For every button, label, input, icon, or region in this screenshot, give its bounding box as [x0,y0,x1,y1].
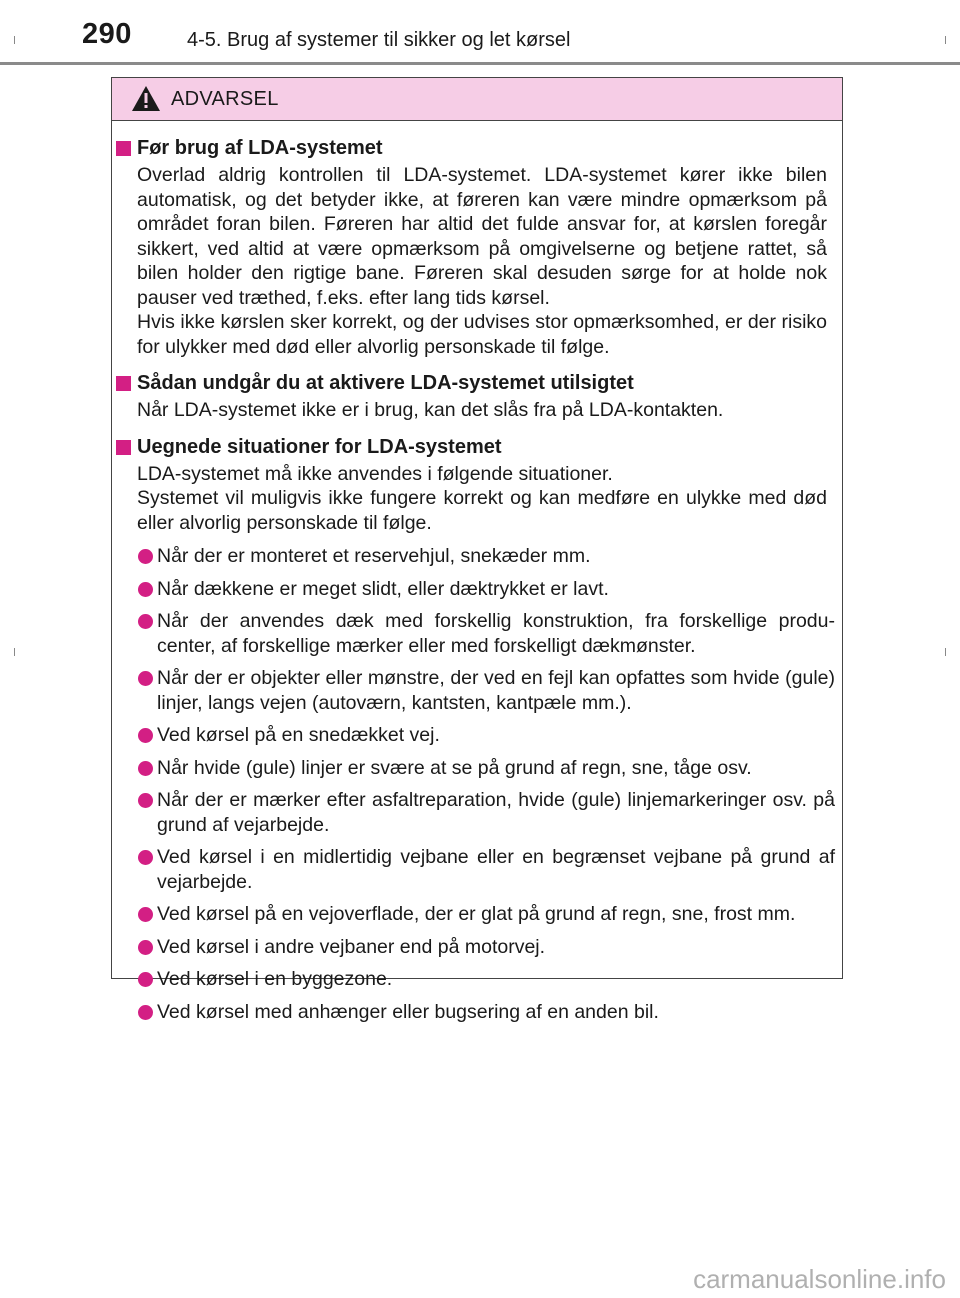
crop-mark [14,36,15,44]
list-item-text: Når der er mærker efter asfaltreparation, hvide (gule) linjemarkeringer osv. på grund af vejarbejde. [157,789,835,836]
square-bullet-icon [116,141,131,156]
list-item [112,845,841,894]
paragraph: LDA-systemet må ikke anvendes i følgende situationer. [137,462,613,485]
section-body [112,398,841,423]
warning-triangle-icon [131,85,161,112]
square-bullet-icon [116,376,131,391]
list-item-text: Når der er monteret et reservehjul, snekæder mm. [157,545,591,567]
circle-bullet-icon [138,582,153,597]
page-number: 290 [82,18,132,50]
section-heading-text: Uegnede situationer for LDA-systemet [137,435,502,458]
list-item [112,967,841,992]
warning-section [112,134,841,359]
list-item-text: Når der anvendes dæk med forskellig konstruktion, fra forskellige produ-center, af forskellige mærker eller med forskelligt dækmønster. [157,610,835,657]
warning-box [111,77,843,1023]
circle-bullet-icon [138,1005,153,1020]
list-item [112,788,841,837]
list-item [112,902,841,927]
circle-bullet-icon [138,549,153,564]
paragraph: Hvis ikke kørslen sker korrekt, og der udvises stor opmærksomhed, er der risiko for ulykker med død eller alvorlig personskade til følge. [137,311,827,358]
paragraph: Systemet vil muligvis ikke fungere korrekt og kan medføre en ulykke med død eller alvorlig personskade til følge. [137,487,827,534]
list-item-text: Når dækkene er meget slidt, eller dæktrykket er lavt. [157,577,609,600]
list-item-text: Når der er objekter eller mønstre, der ved en fejl kan opfattes som hvide (gule) linjer, langs vejen (autoværn, kantsten, kantpæle mm.). [157,667,835,714]
paragraph: Når LDA-systemet ikke er i brug, kan det slås fra på LDA-kontakten. [137,399,724,421]
circle-bullet-icon [138,907,153,922]
crop-mark [945,36,946,44]
header-rule [0,62,960,65]
section-heading [112,134,841,163]
square-bullet-icon [116,440,131,455]
section-body [112,462,841,536]
list-item-text: Ved kørsel på en snedækket vej. [157,724,440,746]
list-item-text: Når hvide (gule) linjer er svære at se på grund af regn, sne, tåge osv. [157,756,752,779]
list-item [112,723,841,748]
list-item [112,935,841,960]
section-heading-text: Før brug af LDA-systemet [137,137,383,159]
paragraph: Overlad aldrig kontrollen til LDA-systemet. LDA-systemet kører ikke bilen automatisk, og det betyder ikke, at føreren kan være mindre opmærksom på området foran bilen. Føreren har altid det fulde ansvar for, at kørslen foregår sikkert, ved altid at være opmærksom på omgivelserne og betjene rattet, så bilen holder den rigtige bane. Føreren skal desuden sørge for at holde nok pauser ved træthed, f.eks. efter lang tids kørsel. [137,164,827,309]
circle-bullet-icon [138,793,153,808]
list-item [112,1000,841,1025]
list-item-text: Ved kørsel i en byggezone. [157,968,393,990]
list-item [112,577,841,602]
section-heading [112,433,841,462]
section-heading-text: Sådan undgår du at aktivere LDA-systemet utilsigtet [137,372,634,394]
section-title: 4-5. Brug af systemer til sikker og let kørsel [187,29,571,51]
circle-bullet-icon [138,972,153,987]
warning-label: ADVARSEL [171,88,279,110]
list-item [112,756,841,781]
warning-section [112,433,841,1025]
crop-mark [945,648,946,656]
section-heading [112,369,841,398]
list-item-text: Ved kørsel med anhænger eller bugsering af en anden bil. [157,1000,659,1023]
list-item [112,609,841,658]
circle-bullet-icon [138,728,153,743]
list-item [112,666,841,715]
watermark: carmanualsonline.info [693,1264,946,1294]
warning-content [112,134,841,1034]
section-body [112,163,841,359]
circle-bullet-icon [138,940,153,955]
warning-header [112,78,842,121]
circle-bullet-icon [138,761,153,776]
list-item [112,544,841,569]
crop-mark [14,648,15,656]
warning-section [112,369,841,423]
circle-bullet-icon [138,850,153,865]
bullet-list [112,544,841,1024]
circle-bullet-icon [138,671,153,686]
list-item-text: Ved kørsel i en midlertidig vejbane eller en begrænset vejbane på grund af vejarbejde. [157,846,835,893]
page-header [0,0,960,70]
circle-bullet-icon [138,614,153,629]
list-item-text: Ved kørsel i andre vejbaner end på motorvej. [157,935,546,958]
list-item-text: Ved kørsel på en vejoverflade, der er glat på grund af regn, sne, frost mm. [157,903,796,925]
